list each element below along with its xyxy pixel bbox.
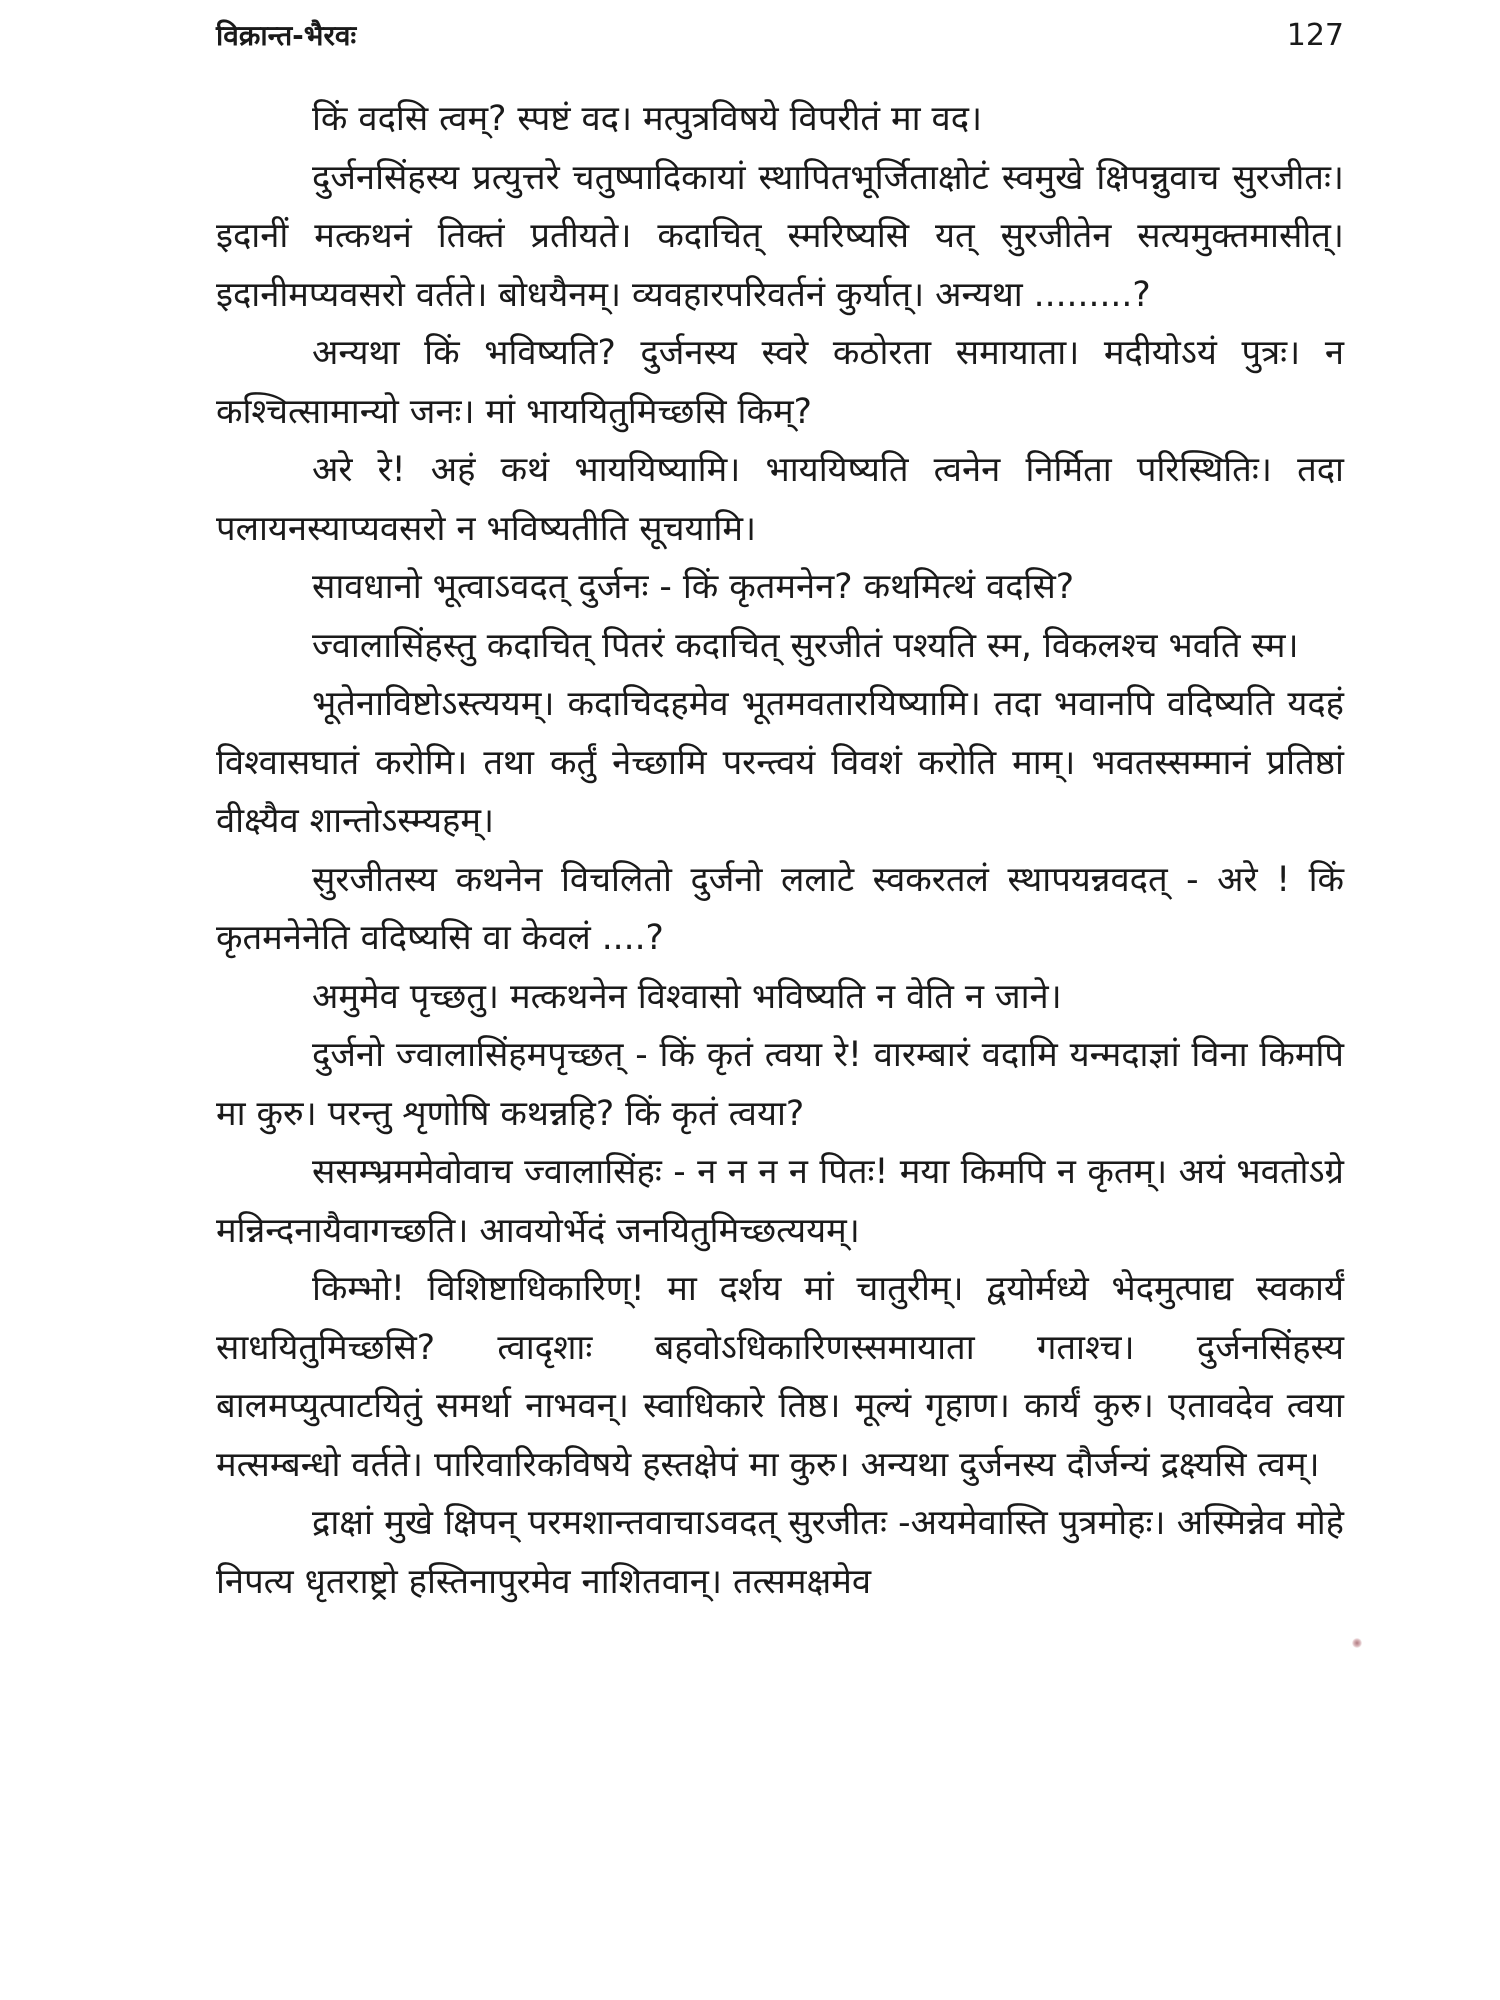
running-head [216,14,1344,58]
paragraph: अमुमेव पृच्छतु। मत्कथनेन विश्वासो भविष्यति न वेति न जाने। [312,976,1062,1017]
running-title: विक्रान्त-भैरवः [216,19,357,52]
paragraph: ज्वालासिंहस्तु कदाचित् पितरं कदाचित् सुरजीतं पश्यति स्म, विकलश्च भवति स्म। [312,625,1299,666]
paragraph: दुर्जनसिंहस्य प्रत्युत्तरे चतुष्पादिकायां स्थापितभूर्जिताक्षोटं स्वमुखे क्षिपन्नुवाच सुरजीतः। इदानीं मत्कथनं तिक्तं प्रतीयते। कदाचित् स्मरिष्यसि यत् सुरजीतेन सत्यमुक्तमासीत्। इदानीमप्यवसरो वर्तते। बोधयैनम्। व्यवहारपरिवर्तनं कुर्यात्। अन्यथा .........? [216,157,1344,315]
paragraph: सुरजीतस्य कथनेन विचलितो दुर्जनो ललाटे स्वकरतलं स्थापयन्नवदत् - अरे ! किं कृतमनेनेति वदिष्यसि वा केवलं ....? [216,859,1344,958]
body-text [216,90,1344,1611]
ink-speck [1352,1638,1362,1648]
paragraph: ससम्भ्रममेवोवाच ज्वालासिंहः - न न न न पितः! मया किमपि न कृतम्। अयं भवतोऽग्रे मन्निन्दनायैवागच्छति। आवयोर्भेदं जनयितुमिच्छत्ययम्। [216,1152,1344,1251]
paragraph: दुर्जनो ज्वालासिंहमपृच्छत् - किं कृतं त्वया रे! वारम्बारं वदामि यन्मदाज्ञां विना किमपि मा कुरु। परन्तु शृणोषि कथन्नहि? किं कृतं त्वया? [216,1035,1344,1134]
paragraph: भूतेनाविष्टोऽस्त्ययम्। कदाचिदहमेव भूतमवतारयिष्यामि। तदा भवानपि वदिष्यति यदहं विश्वासघातं करोमि। तथा कर्तुं नेच्छामि परन्त्वयं विवशं करोति माम्। भवतस्सम्मानं प्रतिष्ठां वीक्ष्यैव शान्तोऽस्म्यहम्। [216,684,1344,841]
paragraph: अरे रे! अहं कथं भाययिष्यामि। भाययिष्यति त्वनेन निर्मिता परिस्थितिः। तदा पलायनस्याप्यवसरो न भविष्यतीति सूचयामि। [216,450,1344,549]
paragraph: अन्यथा किं भविष्यति? दुर्जनस्य स्वरे कठोरता समायाता। मदीयोऽयं पुत्रः। न कश्चित्सामान्यो जनः। मां भाययितुमिच्छसि किम्? [216,333,1344,432]
page-number: 127 [1286,18,1344,53]
paragraph: किम्भो! विशिष्टाधिकारिण्! मा दर्शय मां चातुरीम्। द्वयोर्मध्ये भेदमुत्पाद्य स्वकार्यं साधयितुमिच्छसि? त्वादृशाः बहवोऽधिकारिणस्समायाता गताश्च। दुर्जनसिंहस्य बालमप्युत्पाटयितुं समर्था नाभवन्। स्वाधिकारे तिष्ठ। मूल्यं गृहाण। कार्यं कुरु। एतावदेव त्वया मत्सम्बन्धो वर्तते। पारिवारिकविषये हस्तक्षेपं मा कुरु। अन्यथा दुर्जनस्य दौर्जन्यं द्रक्ष्यसि त्वम्। [216,1269,1344,1485]
paragraph: किं वदसि त्वम्? स्पष्टं वद। मत्पुत्रविषये विपरीतं मा वद। [312,99,983,139]
paragraph: सावधानो भूत्वाऽवदत् दुर्जनः - किं कृतमनेन? कथमित्थं वदसि? [312,567,1075,607]
paragraph: द्राक्षां मुखे क्षिपन् परमशान्तवाचाऽवदत् सुरजीतः -अयमेवास्ति पुत्रमोहः। अस्मिन्नेव मोहे निपत्य धृतराष्ट्रो हस्तिनापुरमेव नाशितवान्। तत्समक्षमेव [216,1503,1344,1602]
